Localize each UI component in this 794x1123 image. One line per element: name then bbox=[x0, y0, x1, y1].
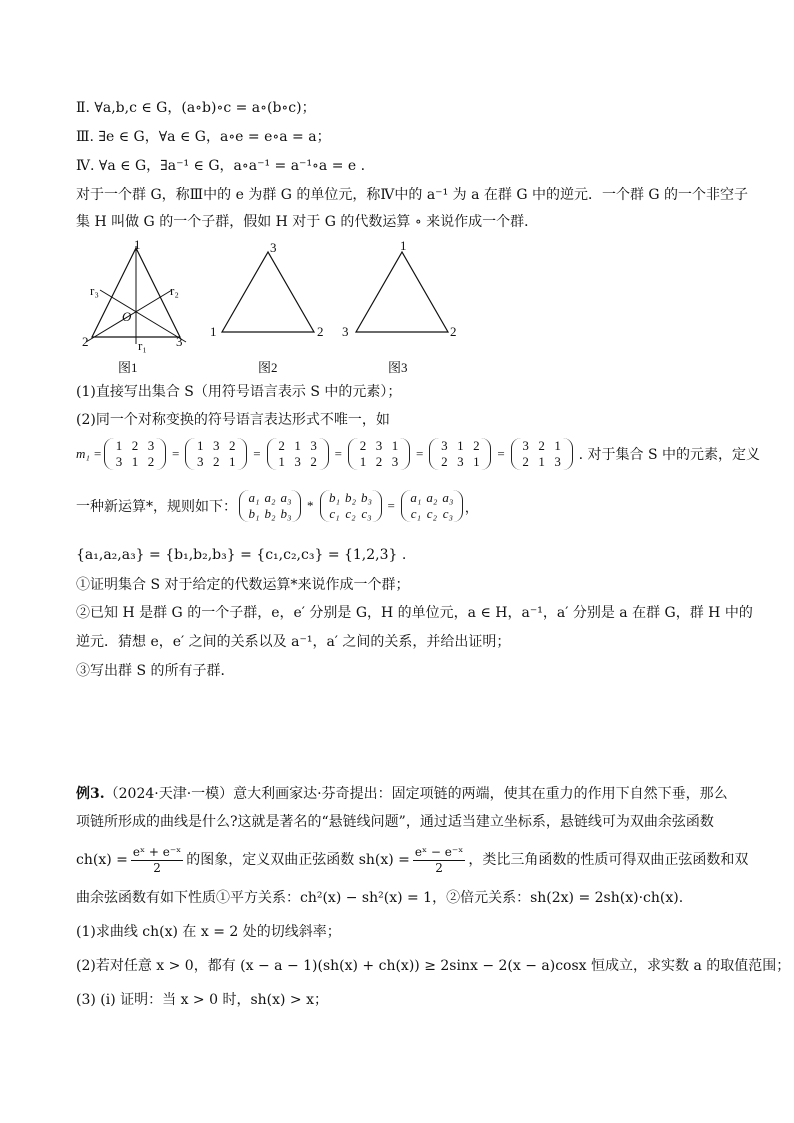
equals-sign: = bbox=[415, 446, 424, 461]
result-cell: c₂ bbox=[426, 506, 437, 521]
permutation-matrix-cell: 1 bbox=[538, 454, 545, 469]
permutation-matrix-cell: 2 bbox=[310, 454, 317, 469]
fig3-label-2: 2 bbox=[450, 324, 457, 339]
example3-line-3 bbox=[76, 842, 748, 878]
operand-matrix-a bbox=[239, 490, 301, 522]
example3-line-2: 项链所形成的曲线是什么?这就是著名的“悬链线问题”，通过适当建立坐标系，悬链线可为双曲余弦函数 bbox=[76, 814, 714, 830]
definition-line-1: 对于一个群 G，称Ⅲ中的 e 为群 G 的单位元，称Ⅳ中的 a⁻¹ 为 a 在群 G 中的逆元．一个群 G 的一个非空子 bbox=[76, 187, 749, 203]
fig1-label-r1: r₁ bbox=[138, 338, 147, 353]
permutation-matrix-cell: 3 bbox=[554, 454, 561, 469]
permutation-matrix-cell: 1 bbox=[294, 438, 301, 453]
fig2-label-2: 2 bbox=[317, 324, 324, 339]
definition-line-2: 集 H 叫做 G 的一个子群，假如 H 对于 G 的代数运算 ∘ 来说作成一个群． bbox=[76, 214, 539, 230]
permutation-matrix bbox=[429, 438, 491, 470]
operand-a-cell: a₃ bbox=[280, 490, 292, 505]
sh-numerator: eˣ − e⁻ˣ bbox=[414, 844, 464, 859]
figure-2 bbox=[208, 238, 332, 348]
permutation-matrix bbox=[348, 438, 410, 470]
fig2-label-3: 3 bbox=[270, 240, 277, 255]
permutation-matrix-cell: 1 bbox=[554, 438, 561, 453]
example3-line-3-tail: ，类比三角函数的性质可得双曲正弦函数和双 bbox=[468, 852, 749, 868]
permutation-matrix-cell: 2 bbox=[278, 438, 285, 453]
fig3-label-1: 1 bbox=[400, 238, 407, 253]
permutation-matrix-cell: 2 bbox=[131, 438, 139, 453]
permutation-matrix-cell: 3 bbox=[147, 438, 155, 453]
fig1-label-3: 3 bbox=[176, 334, 183, 349]
sh-definition-label: 的图象，定义双曲正弦函数 sh(x) = bbox=[186, 852, 410, 868]
operation-definition: 一种新运算*，规则如下： a₁ a₂ a₃ b₁ b₂ b₃ * b₁ b₂ b₃ c₁ c₂ c₃ = a₁ a₂ a₃ c₁ c₂ c₃ ， bbox=[76, 490, 478, 521]
permutation-matrix-cell: 3 bbox=[391, 454, 399, 469]
ch-fraction bbox=[131, 845, 183, 876]
example3-line-4: 曲余弦函数有如下性质①平方关系：ch²(x) − sh²(x) = 1，②倍元关系：sh(2x) = 2sh(x)·ch(x). bbox=[76, 890, 684, 906]
fig3-label-3: 3 bbox=[342, 324, 349, 339]
result-cell: c₁ bbox=[410, 506, 421, 521]
fig1-label-2: 2 bbox=[82, 334, 89, 349]
ch-denominator: 2 bbox=[153, 860, 161, 875]
result-cell: a₂ bbox=[426, 490, 438, 505]
permutation-matrix-cell: 2 bbox=[522, 454, 529, 469]
ch-definition-label: ch(x) = bbox=[76, 852, 128, 868]
permutation-matrix-cell: 1 bbox=[473, 454, 480, 469]
example3-part-1: (1)求曲线 ch(x) 在 x = 2 处的切线斜率； bbox=[76, 924, 341, 940]
equals-sign: = bbox=[334, 446, 342, 461]
example3-part-3: (3) (i) 证明：当 x > 0 时，sh(x) > x； bbox=[76, 992, 329, 1008]
operand-b-cell: b₁ bbox=[328, 490, 341, 505]
fig2-label-1: 1 bbox=[210, 324, 217, 339]
equals-sign: = bbox=[497, 446, 505, 461]
sh-fraction bbox=[413, 845, 465, 876]
permutation-matrix-cell: 3 bbox=[197, 454, 204, 469]
permutation-matrix-cell: 2 bbox=[538, 438, 545, 453]
fig1-caption: 图1 bbox=[118, 360, 138, 375]
permutation-matrix-cell: 1 bbox=[278, 454, 285, 469]
operand-a-cell: b₁ bbox=[248, 506, 260, 521]
figure-3 bbox=[340, 238, 464, 348]
example3-intro: （2024·天津·一模）意大利画家达·芬奇提出：固定项链的两端，使其在重力的作用下自然下垂，那么 bbox=[104, 786, 728, 802]
permutation-matrix-cell: 1 bbox=[229, 454, 236, 469]
equals-sign: = bbox=[253, 446, 261, 461]
operand-b-cell: b₂ bbox=[344, 490, 357, 505]
m1-tail: . 对于集合 S 中的元素，定义 bbox=[578, 447, 761, 463]
permutation-matrix-cell: 3 bbox=[213, 438, 220, 453]
example3-heading: 例3. bbox=[76, 786, 105, 802]
result-cell: c₃ bbox=[442, 506, 453, 521]
permutation-matrix-cell: 1 bbox=[131, 454, 139, 469]
permutation-matrix bbox=[267, 438, 329, 470]
permutation-matrix-cell: 2 bbox=[375, 454, 383, 469]
m1-label: m₁ = bbox=[76, 446, 102, 461]
m1-equation bbox=[76, 438, 760, 470]
operand-a-cell: b₃ bbox=[280, 506, 292, 521]
example3-part-2: (2)若对任意 x > 0，都有 (x − a − 1)(sh(x) + ch(x)) ≥ 2sinx − 2(x − a)cosx 恒成立，求实数 a 的取值范围； bbox=[76, 958, 791, 974]
fig1-label-1: 1 bbox=[134, 238, 141, 252]
fig1-label-o: O bbox=[122, 309, 132, 324]
result-cell: a₃ bbox=[442, 490, 454, 505]
permutation-matrix bbox=[104, 438, 166, 470]
permutation-matrix-cell: 1 bbox=[115, 438, 123, 453]
permutation-matrix-cell: 2 bbox=[441, 454, 448, 469]
permutation-matrix-cell: 1 bbox=[197, 438, 204, 453]
permutation-matrix-cell: 2 bbox=[229, 438, 236, 453]
operation-intro: 一种新运算*，规则如下： bbox=[76, 499, 237, 515]
operand-matrix-b bbox=[320, 490, 382, 522]
permutation-matrix-cell: 3 bbox=[457, 454, 464, 469]
subquestion-2-line-1: ②已知 H 是群 G 的一个子群，e，e′ 分别是 G，H 的单位元，a ∈ H，a⁻¹，a′ 分别是 a 在群 G，群 H 中的 bbox=[76, 605, 753, 621]
permutation-matrix-cell: 1 bbox=[457, 438, 464, 453]
permutation-matrix-cell: 3 bbox=[115, 454, 123, 469]
fig1-label-r3: r₃ bbox=[90, 283, 99, 298]
axiom-iii: Ⅲ. ∃e ∈ G，∀a ∈ G，a∘e = e∘a = a； bbox=[76, 129, 331, 145]
operand-a-cell: a₁ bbox=[248, 490, 260, 505]
subquestion-2-line-2: 逆元．猜想 e，e′ 之间的关系以及 a⁻¹，a′ 之间的关系，并给出证明； bbox=[76, 634, 511, 650]
permutation-matrix-cell: 1 bbox=[391, 438, 399, 453]
axiom-iv: Ⅳ. ∀a ∈ G，∃a⁻¹ ∈ G，a∘a⁻¹ = a⁻¹∘a = e . bbox=[76, 158, 366, 174]
set-equality: {a₁,a₂,a₃} = {b₁,b₂,b₃} = {c₁,c₂,c₃} = {1,2,3} . bbox=[76, 547, 407, 563]
operand-b-cell: c₃ bbox=[361, 506, 372, 521]
result-cell: a₁ bbox=[410, 490, 422, 505]
operand-a-cell: a₂ bbox=[264, 490, 276, 505]
operand-b-cell: b₃ bbox=[360, 490, 373, 505]
permutation-matrix-cell: 2 bbox=[213, 454, 220, 469]
result-matrix bbox=[401, 490, 463, 522]
figure-1 bbox=[76, 238, 196, 356]
operand-b-cell: c₂ bbox=[345, 506, 356, 521]
operand-b-cell: c₁ bbox=[329, 506, 340, 521]
question-1: (1)直接写出集合 S（用符号语言表示 S 中的元素）； bbox=[76, 384, 402, 400]
example3-line-1 bbox=[76, 784, 728, 804]
permutation-matrix-cell: 3 bbox=[441, 438, 448, 453]
operand-a-cell: b₂ bbox=[264, 506, 276, 521]
permutation-matrix-cell: 3 bbox=[522, 438, 529, 453]
permutation-matrix bbox=[185, 438, 247, 470]
fig1-label-r2: r₂ bbox=[170, 283, 179, 298]
subquestion-3: ③写出群 S 的所有子群． bbox=[76, 663, 235, 679]
permutation-matrix bbox=[511, 438, 573, 470]
equals-sign: = bbox=[171, 446, 180, 461]
permutation-matrix-cell: 3 bbox=[310, 438, 317, 453]
permutation-matrix-cell: 2 bbox=[473, 438, 480, 453]
permutation-matrix-cell: 3 bbox=[375, 438, 383, 453]
axiom-ii: Ⅱ. ∀a,b,c ∈ G，(a∘b)∘c = a∘(b∘c)； bbox=[76, 100, 316, 116]
subquestion-1: ①证明集合 S 对于给定的代数运算*来说作成一个群； bbox=[76, 577, 410, 593]
fig2-caption: 图2 bbox=[258, 360, 278, 375]
fig3-caption: 图3 bbox=[388, 360, 408, 375]
sh-denominator: 2 bbox=[435, 860, 443, 875]
permutation-matrix-cell: 1 bbox=[359, 454, 367, 469]
ch-numerator: eˣ + e⁻ˣ bbox=[132, 844, 182, 859]
permutation-matrix-cell: 3 bbox=[294, 454, 301, 469]
operation-tail: ， bbox=[464, 499, 478, 515]
permutation-matrix-cell: 2 bbox=[359, 438, 367, 453]
permutation-matrix-cell: 2 bbox=[147, 454, 155, 469]
question-2: (2)同一个对称变换的符号语言表达形式不唯一，如 bbox=[76, 412, 390, 428]
